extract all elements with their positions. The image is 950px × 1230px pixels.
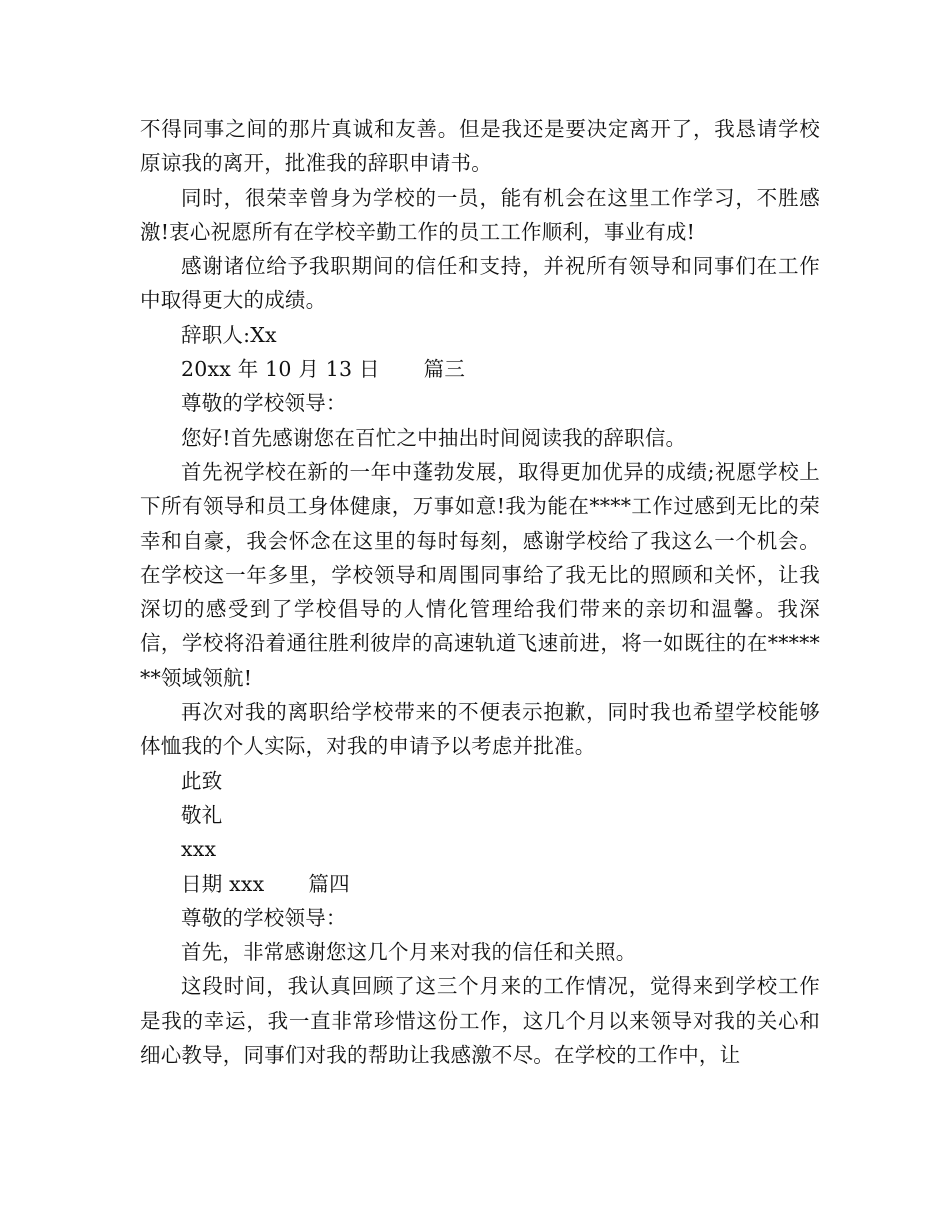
signature-line: 辞职人:Xx	[181, 322, 277, 347]
closing-line-1: 此致	[181, 768, 223, 793]
closing-line-2: 敬礼	[181, 802, 223, 827]
date-heading-line	[140, 867, 820, 901]
section-heading: 篇三	[423, 357, 466, 382]
paragraph-thanks: 感谢诸位给予我职期间的信任和支持，并祝所有领导和同事们在工作中取得更大的成绩。	[140, 254, 820, 313]
section-heading: 篇四	[308, 871, 350, 896]
signer-name: xxx	[181, 837, 217, 862]
letter-date: 20xx 年 10 月 13 日	[181, 357, 380, 382]
date-heading-line	[140, 352, 820, 386]
greeting-paragraph: 您好!首先感谢您在百忙之中抽出时间阅读我的辞职信。	[181, 425, 687, 450]
apology-paragraph: 再次对我的离职给学校带来的不便表示抱歉，同时我也希望学校能够体恤我的个人实际，对我的申请予以考虑并批准。	[140, 700, 820, 759]
document-body	[140, 112, 820, 1072]
body-paragraph: 首先祝学校在新的一年中蓬勃发展，取得更加优异的成绩;祝愿学校上下所有领导和员工身体健康，万事如意!我为能在****工作过感到无比的荣幸和自豪，我会怀念在这里的每时每刻，感谢学校给了我这么一个机会。在学校这一年多里，学校领导和周围同事给了我无比的照顾和关怀，让我深切的感受到了学校倡导的人情化管理给我们带来的亲切和温馨。我深信，学校将沿着通往胜利彼岸的高速轨道飞速前进，将一如既往的在*******领域领航!	[140, 459, 820, 690]
letter-date: 日期 xxx	[181, 871, 265, 896]
body-paragraph: 这段时间，我认真回顾了这三个月来的工作情况，觉得来到学校工作是我的幸运，我一直非常珍惜这份工作，这几个月以来领导对我的关心和细心教导，同事们对我的帮助让我感激不尽。在学校的工作中，让	[140, 974, 820, 1068]
salutation: 尊敬的学校领导：	[181, 905, 347, 930]
salutation: 尊敬的学校领导：	[181, 391, 347, 416]
paragraph-gratitude: 同时，很荣幸曾身为学校的一员，能有机会在这里工作学习，不胜感激!衷心祝愿所有在学校辛勤工作的员工工作顺利，事业有成!	[140, 185, 820, 244]
paragraph-continuation: 不得同事之间的那片真诚和友善。但是我还是要决定离开了，我恳请学校原谅我的离开，批准我的辞职申请书。	[140, 117, 820, 176]
opening-paragraph: 首先，非常感谢您这几个月来对我的信任和关照。	[181, 940, 637, 965]
